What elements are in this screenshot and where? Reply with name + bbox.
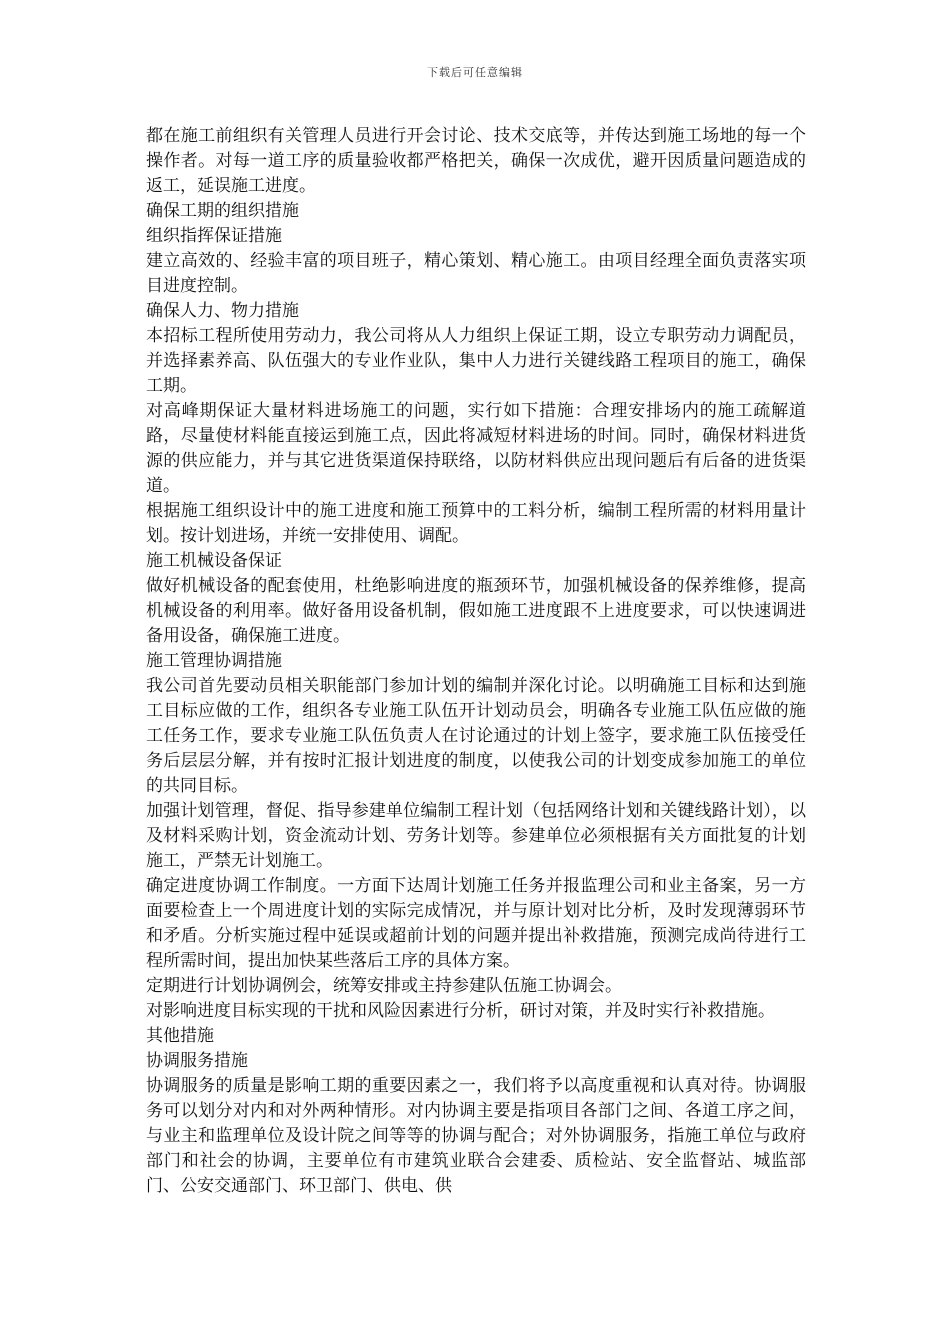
paragraph: 根据施工组织设计中的施工进度和施工预算中的工料分析，编制工程所需的材料用量计划。按计划进场，并统一安排使用、调配。 <box>146 501 806 546</box>
paragraph: 对高峰期保证大量材料进场施工的问题，实行如下措施：合理安排场内的施工疏解道路，尽量使材料能直接运到施工点，因此将减短材料进场的时间。同时，确保材料进货源的供应能力，并与其它进货渠道保持联络，以防材料供应出现问题后有后备的进货渠道。 <box>146 401 806 496</box>
paragraph: 确定进度协调工作制度。一方面下达周计划施工任务并报监理公司和业主备案，另一方面要检查上一个周进度计划的实际完成情况，并与原计划对比分析，及时发现薄弱环节和矛盾。分析实施过程中延误或超前计划的问题并提出补救措施，预测完成尚待进行工程所需时间，提出加快某些落后工序的具体方案。 <box>146 876 806 971</box>
document-body <box>146 124 806 1199</box>
section-heading: 其他措施 <box>146 1026 214 1046</box>
paragraph: 我公司首先要动员相关职能部门参加计划的编制并深化讨论。以明确施工目标和达到施工目标应做的工作，组织各专业施工队伍开计划动员会，明确各专业施工队伍应做的施工任务工作，要求专业施工队伍负责人在讨论通过的计划上签字，要求施工队伍接受任务后层层分解，并有按时汇报计划进度的制度，以使我公司的计划变成参加施工的单位的共同目标。 <box>146 676 806 796</box>
page-header: 下载后可任意编辑 <box>427 66 523 79</box>
subsection-heading: 组织指挥保证措施 <box>146 226 282 246</box>
paragraph: 做好机械设备的配套使用，杜绝影响进度的瓶颈环节，加强机械设备的保养维修，提高机械设备的利用率。做好备用设备机制，假如施工进度跟不上进度要求，可以快速调进备用设备，确保施工进度。 <box>146 576 806 646</box>
paragraph: 加强计划管理，督促、指导参建单位编制工程计划（包括网络计划和关键线路计划），以及材料采购计划，资金流动计划、劳务计划等。参建单位必须根据有关方面批复的计划施工，严禁无计划施工。 <box>146 801 806 871</box>
paragraph: 本招标工程所使用劳动力，我公司将从人力组织上保证工期，设立专职劳动力调配员，并选择素养高、队伍强大的专业作业队，集中人力进行关键线路工程项目的施工，确保工期。 <box>146 326 806 396</box>
paragraph: 定期进行计划协调例会，统筹安排或主持参建队伍施工协调会。 <box>146 976 622 996</box>
section-heading: 确保工期的组织措施 <box>146 201 299 221</box>
subsection-heading: 确保人力、物力措施 <box>146 301 299 321</box>
paragraph: 建立高效的、经验丰富的项目班子，精心策划、精心施工。由项目经理全面负责落实项目进度控制。 <box>146 251 806 296</box>
paragraph: 都在施工前组织有关管理人员进行开会讨论、技术交底等，并传达到施工场地的每一个操作者。对每一道工序的质量验收都严格把关，确保一次成优，避开因质量问题造成的返工，延误施工进度。 <box>146 126 806 196</box>
subsection-heading: 施工机械设备保证 <box>146 551 282 571</box>
paragraph: 对影响进度目标实现的干扰和风险因素进行分析，研讨对策，并及时实行补救措施。 <box>146 1001 775 1021</box>
subsection-heading: 施工管理协调措施 <box>146 651 282 671</box>
subsection-heading: 协调服务措施 <box>146 1051 248 1071</box>
paragraph: 协调服务的质量是影响工期的重要因素之一，我们将予以高度重视和认真对待。协调服务可以划分对内和对外两种情形。对内协调主要是指项目各部门之间、各道工序之间，与业主和监理单位及设计院之间等等的协调与配合；对外协调服务，指施工单位与政府部门和社会的协调，主要单位有市建筑业联合会建委、质检站、安全监督站、城监部门、公安交通部门、环卫部门、供电、供 <box>146 1076 806 1196</box>
